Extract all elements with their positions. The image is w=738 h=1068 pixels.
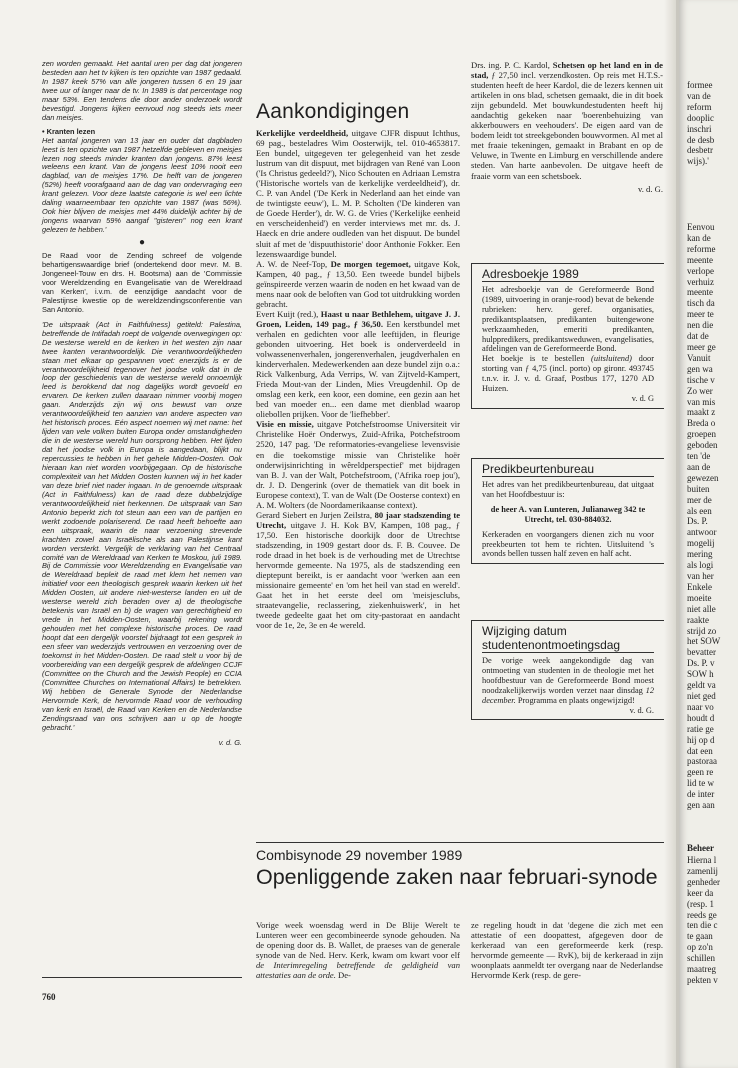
article-column-left: Vorige week woensdag werd in De Blije Werelt te Lunteren weer een gecombineerde synode gehouden. Na de opening door ds. B. Wallet, de praeses van de generale synode van de Ned. Herv. Kerk, kwam om kwart voor elf de Interimregeling betreffende de geldigheid van attestaties aan de orde. De- xyxy=(256,920,460,981)
adresboekje-text: Het adresboekje van de Gereformeerde Bond (1989, uitvoering in oranje-rood) bevat de bekende rubrieken: herv. geref. organisaties, predikantsplaatsen, predikanten buitengewone werkzaamheden, emeriti predikanten, hulppredikers, predikantsweduwen, evangelisaties, afdelingen van de Gereformeerde Bond. xyxy=(482,285,654,354)
adjacent-block-2: Eenvou kan de reforme meente verlope verhuiz meente tisch da meer te nen die dat de meer ge Vanuit gen wa tische v Zo wer van mis maakt z Breda o groepen geboden ten 'de aan de gewezen buiten mer de als een Ds. P. antwoor mogelij mering als logi van her Enkele moeite niet alle raakte strijd zo het SOW bevatter Ds. P. v SOW h geldt va niet ged naar vo houdt d ratie ge hij op d dat een pastoraa geen re lid te w de inter gen aan xyxy=(687,222,721,811)
adjacent-page xyxy=(676,0,738,1068)
adresboekje-order: Het boekje is te bestellen (uitsluitend) door storting van ƒ 4,75 (incl. porto) op gironr. 493745 t.n.v. ir. J. v. d. Graaf, Postbus 177, 1270 AD Huizen. xyxy=(482,354,654,394)
announcement-text: uitgave Potchefstroomse Universiteit vir Christelike Hoër Onderwys, Zuid-Afrika, Potchefstroom 2520, 147 pag. 'De reformatories-evangeliese levensvisie en die toekomstige missie van Christelike hoër onderwijsinrichting in wêreldperspectief' met bijdragen van B. J. van der Walt, Potchefstroom, ('Afrika roep jou'), dr. J. D. Dengerink (over de thematiek van dit boek in Europese context), T. van de Walt (De Oosterse context) en A. M. Wolters (de Noordamerikaanse context). xyxy=(256,419,460,510)
kranten-paragraph: Het aantal jongeren van 13 jaar en ouder dat dagbladen leest is ten opzichte van 1987 hetzelfde gebleven en meisjes lezen nog steeds minder kranten dan jongens. 87% leest weleens een krant. Van de jongens leest 10% nooit een dagblad, van de meisjes 17%. De helft van de jongeren (52%) heeft voorafgaand aan de dag van ondervraging een krant gelezen. Voor deze laatste categorie is wel een lichte daling waarneembaar ten opzichte van 1987 (was 56%). Ook hier blijven de meisjes met 44% duidelijk achter bij de jongens waarvan 59% aangaf "gisteren" nog een krant gelezen te hebben.' xyxy=(42,135,242,235)
adresboekje-box xyxy=(471,263,665,409)
kranten-heading: • Kranten lezen xyxy=(42,126,96,136)
announcement-text: uitgave Kok, Kampen, 40 pag., ƒ 13,50. Een tweede bundel bijbels geïnspireerde verzen waarin de noden en het kwaad van de mens naar ook de beloften van God tot uitdrukking worden gebracht. xyxy=(256,258,461,309)
book-title: Visie en missie, xyxy=(256,419,314,430)
column-divider xyxy=(42,977,242,978)
article-divider xyxy=(256,842,664,843)
announcement-item-1 xyxy=(256,128,460,259)
adjacent-block-1: formee van de reform dooplic inschri de desb desbetr wijs).' xyxy=(687,80,715,167)
predikbeurten-title: Predikbeurtenbureau xyxy=(482,459,654,477)
kardol-book-title: Schetsen op het land en in de stad, xyxy=(471,60,663,81)
book-title: Haast u naar Bethlehem, uitgave J. J. Groen, Leiden, 149 pag., ƒ 36,50. xyxy=(256,308,460,329)
wijziging-signature: v. d. G. xyxy=(629,705,654,715)
announcement-text: uitgave J. H. Kok BV, Kampen, 108 pag., ƒ 17,50. Een historische doorkijk door de Utrechtse stadszending, in 1909 gestart door ds. F. B. Couvee. De rode draad in het boek is de verhouding met de Utrechtse hervormde gemeente. Na 1975, als de stadszending een dieptepunt bereikt, is er aandacht voor 'werken aan een missionaire gemeente' en 'om het heil van stad en wereld'. Gaat het in het eerste deel om 'meisjesclubs, straatevangelie, reclassering, ziekenhuiswerk', in het tweede gedeelte gaat het om city-pastoraat en aandacht voor de 1e, 2e, 3e en 4e wereld. xyxy=(256,519,460,631)
announcement-item-3 xyxy=(256,309,460,420)
wijziging-title: Wijziging datum studentenontmoetingsdag xyxy=(482,621,654,653)
announcement-text: uitgave CJFR dispuut Ichthus, 69 pag., besteladres Wim Oosterwijk, tel. 010-4653817. Een bundel, uitgegeven ter gelegenheid van het zesde lustrum van dit dispuut, met bijdragen van René van Loon ('Is Christus gedeeld?'), Nico Schouten en Adriaan Lemstra ('Historische wortels van de kerkelijke verdeeldheid'), dr. C. P. van Andel ('De Kerk in Nederland aan het einde van de twintigste eeuw'), L. M. P. Scholten ('De kinderen van de Goede Herder'), dr. W. G. de Vries ('Kerkelijke eenheid en verscheidenheid') en verder interviews met mr. ds. J. Haeck en drie andere oudleden van het dispuut. De bundel sluit af met de 'dispuuthistorie' door Anthonie Fokker. Een lezenswaardige bundel. xyxy=(256,128,460,259)
page-number: 760 xyxy=(42,992,56,1002)
section-dot: ● xyxy=(138,237,146,249)
announcement-author: Evert Kuijt (red.), xyxy=(256,308,321,319)
predikbeurten-text: Kerkeraden en voorgangers dienen zich nu voor preekbeurten tot hem te richten. Uitsluitend 's avonds bellen tussen half zeven en half acht. xyxy=(482,529,654,559)
kardol-review xyxy=(471,60,663,194)
adresboekje-signature: v. d. G xyxy=(631,393,654,403)
column-youth-and-mission xyxy=(42,60,242,748)
zending-paragraph: De Raad voor de Zending schreef de volgende behartigenswaardige brief (ondertekend door mevr. M. B. Jongeneel-Touw en drs. H. Bootsma) aan de 'Commissie voor Wereldzending en Evangelisatie van de Wereldraad van Kerken', i.v.m. de eenzijdige aandacht voor de Palestijnse kwestie op de wereldzendingsconferentie van San Antonio. xyxy=(42,251,242,314)
article-headline: Openliggende zaken naar februari-synode xyxy=(256,865,658,889)
book-title: De morgen tegemoet, xyxy=(330,258,411,269)
announcement-text: Een kerstbundel met verhalen en gedichten voor alle leeftijden, in fleurige gebonden uitvoering. Het boek is onderverdeeld in volwassenenverhalen, jongerenverhalen, jeugdverhalen en kinderverhalen. Medewerkenden aan deze bundel zijn o.a.: Rick Valkenburg, Ada Verrips, W. van Zijtveld-Kampert, Frieda Mout-van der Linden, Mies Vreugdenhil. Op de omslag een kerk, een koor, een domine, een gezin aan het bed van moeder en... een dame met dienblad waarop oliebollen prijken. Voor de 'liefhebber'. xyxy=(256,318,460,420)
wijziging-box xyxy=(471,620,665,720)
announcement-item-2 xyxy=(256,259,460,309)
wijziging-text: De vorige week aangekondigde dag van ontmoeting van studenten in de theologie met het hoofdbestuur van de Gereformeerde Bond moest noodzakelijkerwijs worden verzet naar dinsdag 12 december. Programma en plaats ongewijzigd! xyxy=(482,656,654,705)
letter-paragraph: 'De uitspraak (Act in Faithfulness) getiteld: Palestina, betreffende de Intifadah roept de volgende overwegingen op: De westerse wereld en de kerken in het westen zijn naar twee kanten verantwoordelijk. Die verantwoordelijkheden staan met elkaar op gespannen voet: enerzijds is er de verantwoordelijkheid tegenover het joodse volk dat in de loop der geschiedenis van de westerse wereld onnoemlijk leed is berokkend dat nog dagelijks wordt gevoeld en ervaren. De kerken zullen daaraan nimmer voorbij mogen gaan. Anderzijds zijn wij ons bewust van onze verantwoordelijkheid ten aanzien van andere aspecten van het historisch proces. Eén aspect noemen wij met name: het lijden van vele volken buiten Europa onder omstandigheden die in de westerse wereld hun oorsprong hebben. Het lijden dat het joodse volk in Europa is aangedaan, blijkt nu repercussies te hebben in het gehele Midden-Oosten. Ook hieraan kan niet worden voorbijgegaan. Op de historische complexiteit van het Midden Oosten kunnen wij in het kader van deze brief niet nader ingaan. In de genoemde uitspraak (Act in Faithfulness) kan de raad deze dubbelzijdige verantwoordelijkheid niet herkennen. De uitspraak van San Antonio beperkt zich tot steun aan een van de partijen en werkt zodoende polariserend. De raad heeft behoefte aan een uitspraak, waarin de naar verzoening strevende krachten zowel aan Israëlische als aan Palestijnse kant worden versterkt. Vergelijk de verklaring van het Centraal comité van de Wereldraad van Kerken te Moskou, juli 1989. Bij de Commissie voor Wereldzending en Evangelisatie van de Wereldraad bepleit de raad met klem het nemen van initiatief voor een theologisch gesprek waarin kerken uit het Midden Oosten, uit andere niet-westerse landen en uit de westerse wereld zich beraden over a) de theologische betekenis van Israël en b) de vragen van gerechtigheid en vrede in het Midden-Oosten, waarbij rekening wordt gehouden met het complexe historische proces. De raad hoopt dat een dergelijk voorstel bijdraagt tot een gesprek in een sfeer van wederzijds vertrouwen en verzoening over de toekomst in het Midden-Oosten. De raad stelt u voor bij de voorbereiding van een dergelijk gesprek de afdelingen CCJF (Committee on the Church and the Jewish People) en CCIA (Committee Churches on International Affairs) te betrekken. Wij hebben de Generale Synode der Nederlandse Hervormde Kerk, de hervormde Raad voor de verhouding van kerk en Israël, de Raad van Kerken en de Nederlandse Zendingsraad van ons schrijven aan u op de hoogte gebracht.' xyxy=(42,319,242,732)
kardol-text: ƒ 27,50 incl. verzendkosten. Op reis met H.T.S.-studenten heeft de heer Kardol, die de lezers kennen uit artikelen in ons blad, schetsen gemaakt, die in dit boek zijn gebundeld. Met bouwkundestudenten heeft hij aandachtig gekeken naar 'boerenbehuizing van akkerbouwers en veehouders'. De eigen aard van de bodem leidt tot streekgebonden bouwvormen. Al met al met fraaie tekeningen, gemaakt in Brabant en op de Veluwe, in Twente en Limburg en verschillende andere steden. Van harte aanbevolen. De uitgave heeft de fraaie vorm van een schetsboek. xyxy=(471,70,663,181)
announcement-item-4 xyxy=(256,419,460,509)
col1-signature: v. d. G. xyxy=(218,737,242,747)
kardol-signature: v. d. G. xyxy=(638,183,663,194)
adresboekje-title: Adresboekje 1989 xyxy=(482,264,654,282)
predikbeurten-intro: Het adres van het predikbeurtenbureau, dat uitgaat van het Hoofdbestuur is: xyxy=(482,480,654,499)
announcement-item-5 xyxy=(256,510,460,631)
book-title: 80 jaar stadszending te Utrecht, xyxy=(256,509,461,530)
predikbeurten-address: de heer A. van Lunteren, Julianaweg 342 te Utrecht, tel. 030-884032. xyxy=(490,504,646,524)
tv-paragraph: zen worden gemaakt. Het aantal uren per dag dat jongeren besteden aan het tv kijken is ten opzichte van 1987 gedaald. In 1987 keek 57% van alle jongeren tussen 6 en 19 jaar twee uur of langer naar de tv. In 1989 is dat percentage nog maar 53%. Een tendens die door ander onderzoek wordt bevestigd. Jongens kijken eenvoud nog steeds iets meer dan meisjes. xyxy=(42,59,242,122)
announcements-column xyxy=(256,100,460,630)
wijziging-date: 12 december. xyxy=(482,685,654,705)
predikbeurten-box xyxy=(471,458,665,564)
announcement-author: A. W. de Neef-Top, xyxy=(256,258,331,269)
adjacent-block-3: Hierna l zamenlij genheder keer da (resp. 1 reeds ge ten die c te gaan op zo'n schillen maatreg pekten v xyxy=(687,855,720,985)
article-kicker: Combisynode 29 november 1989 xyxy=(256,847,463,863)
adjacent-beheer-heading: Beheer xyxy=(687,843,714,853)
article-column-right: ze regeling houdt in dat 'degene die zich met een attestatie of een doopattest, afgegeven door de kerkeraad van een gereformeerde kerk (resp. hervormde gemeente — RvK), bij de kerkeraad in zijn woonplaats aanmeldt ter overgang naar de Nederlandse Hervormde Kerk (resp. de gere- xyxy=(471,920,663,981)
announcement-author: Gerard Siebert en Jurjen Zeilstra, xyxy=(256,509,375,520)
kardol-paragraph xyxy=(471,60,663,181)
book-title: Kerkelijke verdeeldheid, xyxy=(256,128,349,138)
announcements-title: Aankondigingen xyxy=(256,100,410,123)
kardol-author: Drs. ing. P. C. Kardol, xyxy=(471,60,553,70)
